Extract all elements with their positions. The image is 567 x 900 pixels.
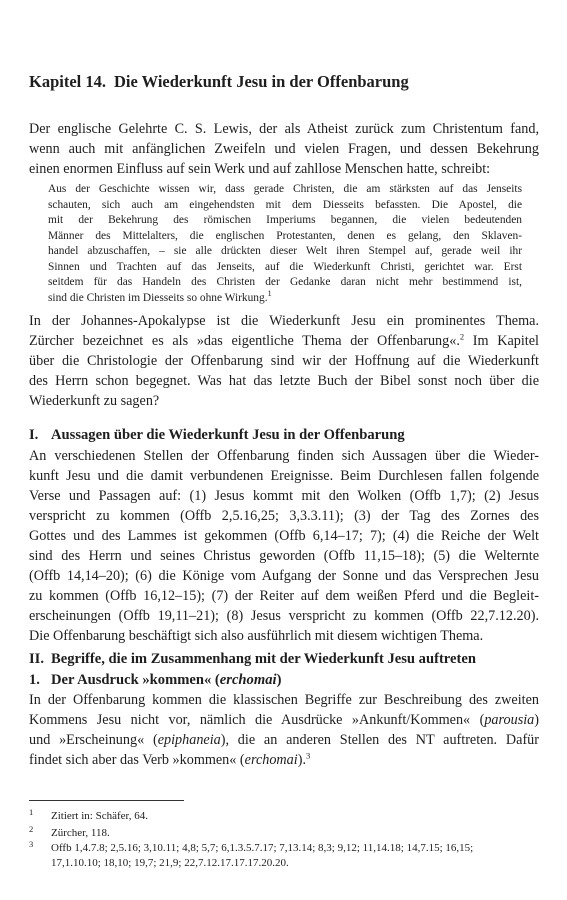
text-segment: Zürcher bezeichnet es als »das eigentliche Thema der Offenbarung«. [29,333,460,349]
text-segment: findet sich aber das Verb »kommen« ( [29,752,245,768]
paragraph-2 [29,311,539,411]
quote-line: Männer des Mittelalters, die englischen Protestanten, denen es gelang, den Sklaven- [48,229,522,242]
chapter-title-text: Die Wiederkunft Jesu in der Offenbarung [114,72,409,91]
text-line: erscheinungen (Offb 19,11–21); (8) Jesus verspricht zu kommen (Offb 22,7.12.20). [29,608,539,624]
block-quote [48,182,522,306]
footnote-text: Zitiert in: Schäfer, 64. [51,810,149,822]
quote-line: handel abzuschaffen, – sie alle drückten dieser Welt ihren Stempel auf, gerade weil ihr [48,245,522,257]
text-line: Der englische Gelehrte C. S. Lewis, der als Atheist zurück zum Christentum fand, [29,121,539,137]
footnote-divider [29,800,184,801]
subsection-number: 1. [29,672,40,688]
section1-paragraph [29,446,539,646]
text-segment: ). [297,752,306,768]
section-number: II. [29,651,45,667]
footnote-ref: 3 [306,750,311,761]
text-line [29,331,539,351]
section-title: Aussagen über die Wiederkunft Jesu in der Offenbarung [51,427,405,443]
footnote-ref: 1 [267,287,272,298]
text-line: verspricht zu kommen (Offb 2,5.16,25; 3,3.3.11); (3) der Tag des Zornes des [29,508,539,524]
section-heading-2 [29,651,539,668]
footnote-text: Offb 1,4.7.8; 2,5.16; 3,10.11; 4,8; 5,7; 6,1.3.5.7.17; 7,13.14; 8,3; 9,12; 11,14.18; 14,7.15; 16,15; [51,842,474,854]
subsection-title-b: ) [276,672,282,688]
section-title: Begriffe, die im Zusammenhang mit der Wiederkunft Jesu auftreten [51,651,476,667]
intro-paragraph [29,119,539,179]
text-line: einen enormen Einfluss auf sein Werk und auf zahllose Menschen hatte, schreibt: [29,161,491,177]
quote-line-text: sind die Christen im Diesseits so ohne Wirkung. [48,291,268,304]
chapter-number: Kapitel 14. [29,72,106,91]
text-line: In der Offenbarung kommen die klassischen Begriffe zur Beschreibung des zweiten [29,692,539,708]
section-heading-1 [29,427,539,444]
text-segment: ) [534,712,539,728]
quote-line: seitdem für das Handeln des Christen der Gedanke daran nicht mehr bestimmend ist, [48,276,522,288]
subsection-title-a: Der Ausdruck »kommen« ( [51,672,220,688]
quote-line: mit der Bekehrung des römischen Imperiums begannen, die vielen bedeutenden [48,214,522,226]
chapter-title [29,72,539,92]
text-line: Die Offenbarung beschäftigt sich also ausführlich mit diesem wichtigen Thema. [29,628,484,644]
subsection-title-em: erchomai [219,672,277,688]
text-line: über die Christologie der Offenbarung sind wir der Hoffnung auf die Wiederkunft [29,353,539,369]
text-line: An verschiedenen Stellen der Offenbarung finden sich Aussagen über die Wieder- [29,448,539,464]
footnote-text-continued: 17,1.10.10; 18,10; 19,7; 21,9; 22,7.12.17.17.17.20.20. [51,857,289,869]
footnote-ref: 2 [459,331,465,342]
text-segment: Kommens Jesu nicht vor, nämlich die Ausdrücke »Ankunft/Kommen« ( [29,712,485,728]
quote-line [48,287,522,307]
text-line [29,750,539,770]
text-line: zu kommen (Offb 16,12–15); (7) der Reiter auf dem weißen Pferd und die Begleit- [29,588,539,604]
text-line: wenn auch mit anfänglichen Zweifeln und vielen Fragen, und dessen Bekehrung [29,141,539,157]
text-line: (Offb 14,14–20); (6) die Könige vom Aufgang der Sonne und das Versprechen Jesu [29,568,539,584]
text-segment: ), die an anderen Stellen des NT auftreten. Dafür [220,732,539,748]
greek-term: epiphaneia [157,732,221,748]
text-line: sind des Herrn und seines Christus geworden (Offb 11,15–18); (5) die Welternte [29,548,539,564]
paragraph-3 [29,690,539,770]
greek-term: erchomai [244,752,298,768]
footnote-mark: 3 [29,839,34,849]
subsection-heading-1 [29,672,539,689]
quote-line: Sinnen und Trachten auf das Jenseits, auf die Wiederkunft Christi, gerichtet war. Erst [48,260,522,273]
text-line [29,730,539,750]
text-segment: Im Kapitel [464,333,539,349]
footnote-text: Zürcher, 118. [51,827,110,839]
text-line [29,710,539,730]
text-line: kunft Jesu und die damit verbundenen Ereignisse. Beim Durchlesen fallen folgende [29,468,539,484]
footnote-mark: 1 [29,807,34,817]
text-line: des Herrn schon begegnet. Was hat das letzte Buch der Bibel sonst noch über die [29,373,539,389]
text-segment: und »Erscheinung« ( [29,732,158,748]
text-line: In der Johannes-Apokalypse ist die Wiederkunft Jesu ein prominentes Thema. [29,313,539,329]
text-line: Verse und Passagen auf: (1) Jesus kommt mit den Wolken (Offb 1,7); (2) Jesus [29,488,539,504]
quote-line: Aus der Geschichte wissen wir, dass gerade Christen, die am stärksten auf das Jenseits [48,183,522,195]
quote-line: schauten, sich auch am eingehendsten mit dem Diesseits befassten. Die Apostel, die [48,198,522,211]
footnote-mark: 2 [29,824,34,834]
greek-term: parousia [484,712,535,728]
text-line: Gottes und des Lammes ist gekommen (Offb 6,14–17; 7); (4) die Reiche der Welt [29,528,539,544]
section-number: I. [29,427,39,443]
text-line: Wiederkunft zu sagen? [29,393,160,409]
